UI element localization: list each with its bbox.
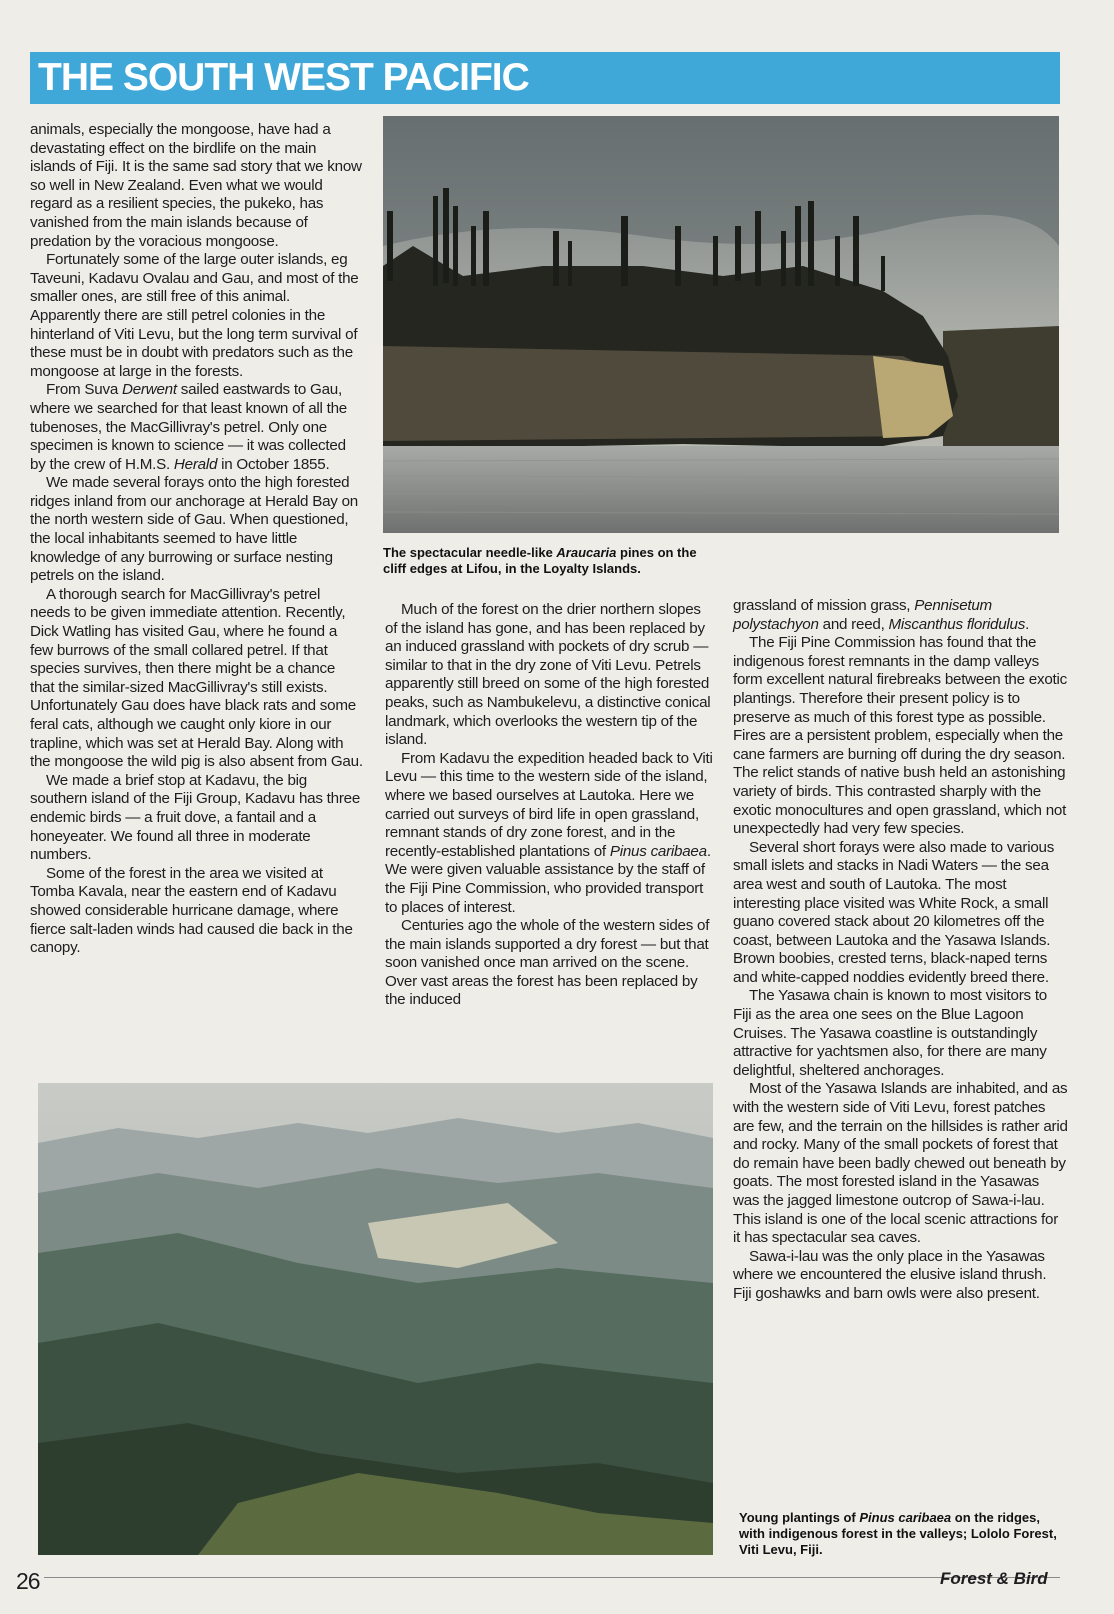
paragraph: Some of the forest in the area we visited at Tomba Kavala, near the eastern end of Kadavu showed considerable hurricane damage, where fierce salt-laden winds had caused die back in the canopy.: [30, 864, 353, 957]
footer-rule: [44, 1577, 1060, 1578]
paragraph: We made a brief stop at Kadavu, the big southern island of the Fiji Group, Kadavu has three endemic birds — a fruit dove, a fantail and a honeyeater. We found all three in moderate numbers.: [30, 771, 361, 864]
top-photo-caption: The spectacular needle-like Araucaria pines on the cliff edges at Lifou, in the Loyalty Islands.: [383, 545, 697, 576]
paragraph: animals, especially the mongoose, have had a devastating effect on the birdlife on the main islands of Fiji. It is the same sad story that we know so well in New Zealand. Even what we would regard as a resilient species, the pukeko, has vanished from the main islands because of predation by the voracious mongoose.: [30, 121, 362, 250]
paragraph: Fortunately some of the large outer islands, eg Taveuni, Kadavu Ovalau and Gau, and most of the smaller ones, are still free of this animal. Apparently there are still petrel colonies in the hinterland of Viti Levu, but the long term survival of these must be in doubt with predators such as the mongoose at large in the forests.: [30, 251, 359, 380]
paragraph: We made several forays onto the high forested ridges inland from our anchorage at Herald Bay on the north western side of Gau. When questioned, the local inhabitants seemed to have little knowledge of any burrowing or surface nesting petrels on the island.: [30, 474, 358, 585]
page-number: 26: [16, 1568, 40, 1594]
paragraph: A thorough search for MacGillivray's petrel needs to be given immediate attention. Recently, Dick Watling has visited Gau, where he found a few burrows of the small collared petrel. If that species survives, then there might be a chance that the similar-sized MacGillivray's still exists. Unfortunately Gau does have black rats and some feral cats, although we caught only kiore in our trapline, which was set at Herald Bay. Along with the mongoose the wild pig is also absent from Gau.: [30, 585, 363, 771]
araucaria-cliff-photo: [383, 116, 1059, 533]
paragraph: The Fiji Pine Commission has found that the indigenous forest remnants in the damp valleys form excellent natural firebreaks between the exotic plantings. Therefore their present policy is to preserve as much of this forest type as possible. Fires are a persistent problem, especially when the cane farmers are burning off during the dry season. The relict stands of native bush held an astonishing variety of birds. This contrasted sharply with the exotic monocultures and open grassland, which not unexpectedly had very few species.: [733, 634, 1067, 838]
title-banner: [30, 52, 1060, 104]
paragraph: Centuries ago the whole of the western sides of the main islands supported a dry forest — but that soon vanished once man arrived on the scene. Over vast areas the forest has been replaced by the induced: [385, 917, 710, 1009]
paragraph: Much of the forest on the drier northern slopes of the island has gone, and has been replaced by an induced grassland with pockets of dry scrub — similar to that in the dry zone of Viti Levu. Petrels apparently still breed on some of the high forested peaks, such as Nambukelevu, a distinctive conical landmark, which overlooks the western tip of the island.: [385, 601, 711, 749]
paragraph: From Suva Derwent sailed eastwards to Gau, where we searched for that least known of all the tubenoses, the MacGillivray's petrel. Only one specimen is known to science — it was collected by the crew of H.M.S. Herald in October 1855.: [30, 381, 347, 473]
paragraph: Several short forays were also made to various small islets and stacks in Nadi Waters — the sea area west and south of Lautoka. The most interesting place visited was White Rock, a small guano covered stack about 20 kilometres off the coast, between Lautoka and the Yasawa Islands. Brown boobies, crested terns, black-naped terns and white-capped noddies evidently breed there.: [733, 838, 1055, 986]
article-column-2: [385, 601, 715, 1010]
paragraph: From Kadavu the expedition headed back to Viti Levu — this time to the western side of the island, where we based ourselves at Lautoka. Here we carried out surveys of bird life in open grassland, remnant stands of dry zone forest, and in the recently-established plantations of Pinus caribaea. We were given valuable assistance by the staff of the Fiji Pine Commission, who provided transport to places of interest.: [385, 749, 713, 916]
lololo-forest-photo: [38, 1083, 713, 1555]
paragraph: grassland of mission grass, Pennisetum polystachyon and reed, Miscanthus floridulus.: [733, 597, 1030, 633]
paragraph: Sawa-i-lau was the only place in the Yasawas where we encountered the elusive island thrush. Fiji goshawks and barn owls were also present.: [733, 1247, 1047, 1302]
magazine-name: Forest & Bird: [940, 1569, 1048, 1588]
article-column-3: [733, 597, 1068, 1304]
page-title: THE SOUTH WEST PACIFIC: [38, 56, 529, 99]
paragraph: Most of the Yasawa Islands are inhabited, and as with the western side of Viti Levu, forest patches are few, and the terrain on the hillsides is rather arid and rocky. Many of the small pockets of forest that do remain have been badly chewed out beneath by goats. The most forested island in the Yasawas was the jagged limestone outcrop of Sawa-i-lau. This island is one of the local scenic attractions for it has spectacular sea caves.: [733, 1080, 1068, 1247]
bottom-photo-caption: Young plantings of Pinus caribaea on the ridges, with indigenous forest in the valleys; Lololo Forest, Viti Levu, Fiji.: [739, 1510, 1057, 1557]
article-column-1: [30, 121, 363, 958]
paragraph: The Yasawa chain is known to most visitors to Fiji as the area one sees on the Blue Lagoon Cruises. The Yasawa coastline is outstandingly attractive for yachtsmen also, for there are many delightful, sheltered anchorages.: [733, 987, 1047, 1079]
